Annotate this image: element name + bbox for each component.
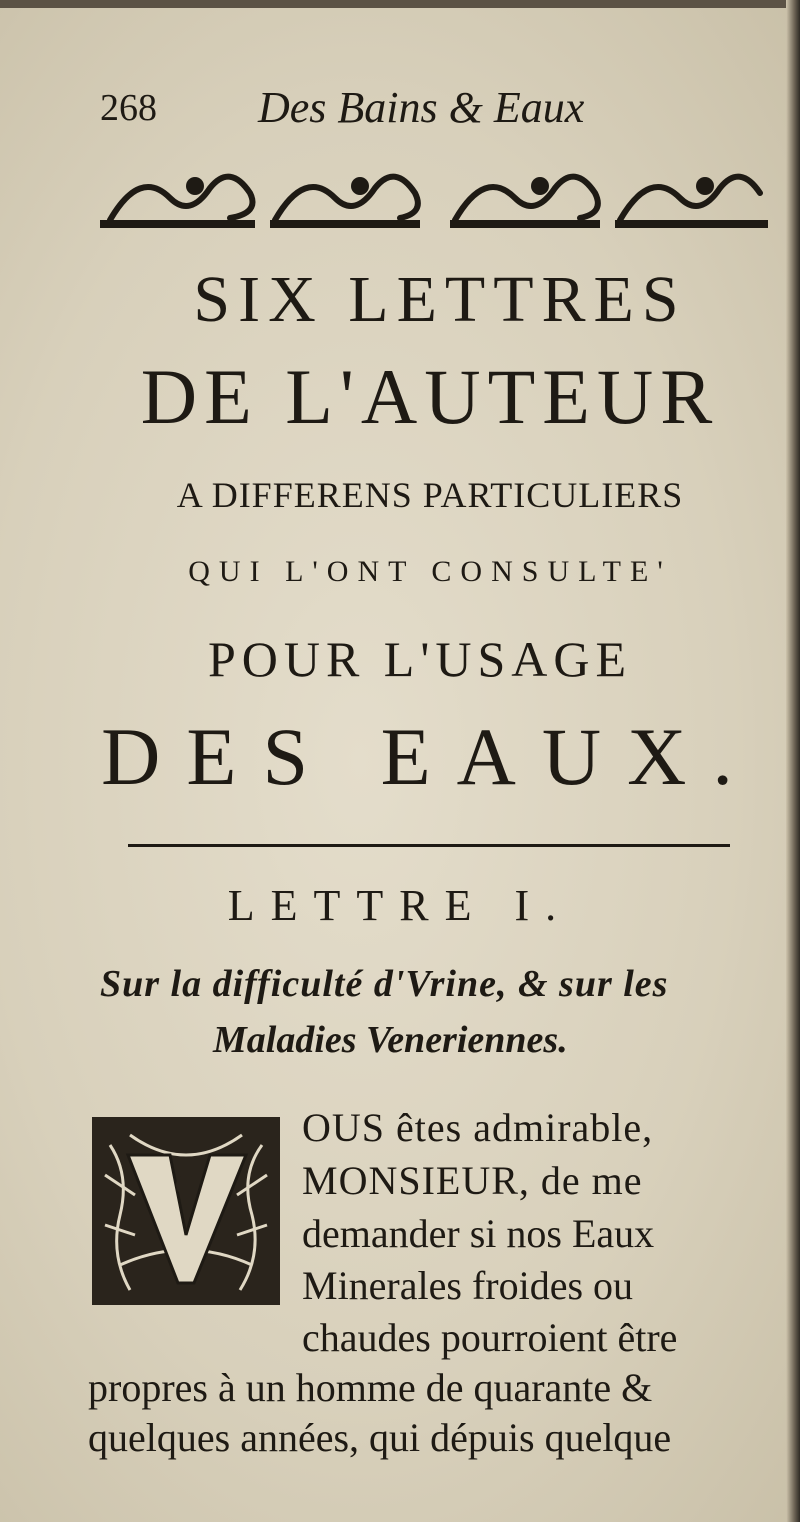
body-line-5: chaudes pourroient être — [302, 1315, 678, 1360]
title-line-2: DE L'AUTEUR — [140, 353, 720, 440]
page-top-edge — [0, 0, 800, 8]
decorated-dropcap-v-icon — [90, 1115, 282, 1307]
title-line-5: POUR L'USAGE — [207, 631, 633, 687]
title-line-1: SIX LETTRES — [193, 263, 687, 336]
letter-subtitle-line-2: Maladies Veneriennes. — [213, 1019, 568, 1061]
page-header — [100, 82, 700, 142]
body-line-1: OUS êtes admirable, — [302, 1105, 654, 1150]
letter-heading: LETTRE I. — [227, 881, 573, 930]
title-line-6: DES EAUX. — [101, 711, 759, 802]
body-line-7: quelques années, qui dépuis quelque — [88, 1415, 672, 1460]
body-line-2: MONSIEUR, de me — [302, 1158, 643, 1203]
running-title: Des Bains & Eaux — [258, 83, 585, 132]
body-line-4: Minerales froides ou — [302, 1263, 634, 1308]
letter-subtitle-line-1: Sur la difficulté d'Vrine, & sur les — [100, 963, 669, 1005]
page-number: 268 — [100, 87, 157, 129]
title-line-4: QUI L'ONT CONSULTE' — [188, 555, 672, 588]
horizontal-rule — [128, 844, 730, 847]
body-line-6: propres à un homme de quarante & — [88, 1365, 653, 1410]
title-line-3: A DIFFERENS PARTICULIERS — [176, 475, 684, 515]
body-line-3: demander si nos Eaux — [302, 1211, 655, 1256]
fleuron-scroll-ornament-icon — [100, 158, 768, 230]
